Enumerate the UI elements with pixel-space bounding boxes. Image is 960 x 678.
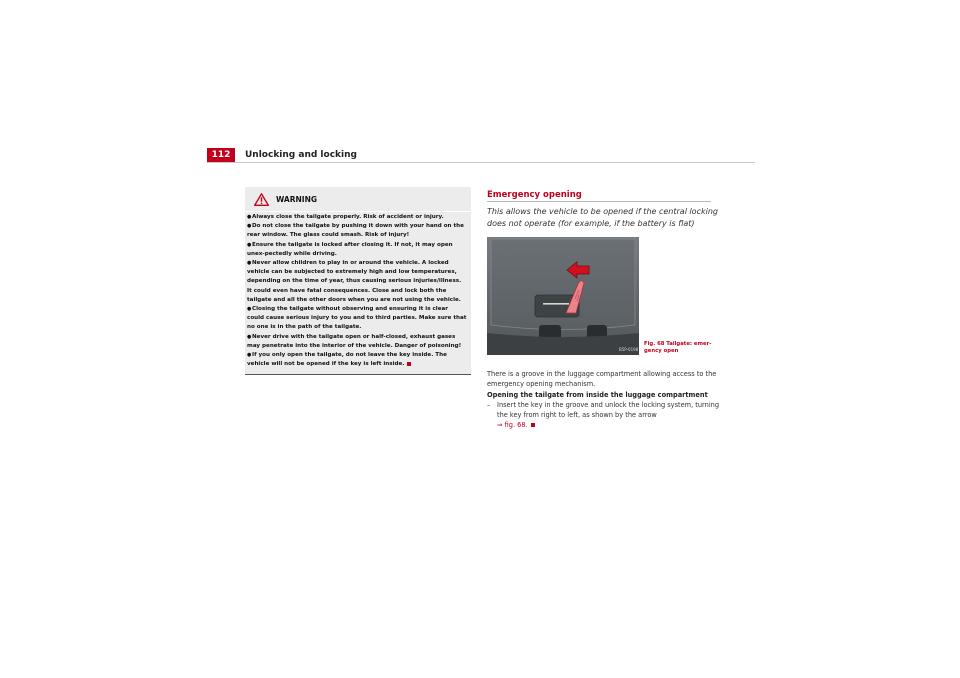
warning-title: WARNING [276, 195, 318, 204]
bullet-icon: ● [247, 260, 252, 267]
step-content [497, 400, 722, 430]
section-intro: This allows the vehicle to be opened if the central locking does not operate (for example, if the battery is flat) [487, 207, 718, 228]
warning-item: ●Always close the tailgate properly. Risk of accident or injury. [247, 213, 467, 222]
bullet-icon: ● [247, 306, 252, 313]
step-marker: – [487, 401, 491, 409]
figure-reference-link[interactable]: ⇒ fig. 68. [497, 421, 528, 429]
warning-triangle-icon [254, 193, 269, 206]
step-text: Insert the key in the groove and unlock the locking system, turning the key from right to left, as shown by the arrow [497, 401, 720, 419]
subheading: Opening the tailgate from inside the luggage compartment [487, 391, 708, 399]
warning-item: ●Closing the tailgate without observing and ensuring it is clear could cause serious injury to you and to third parties. Make sure that no one is in the path of the tailgate. [247, 306, 467, 331]
header-divider [207, 162, 755, 163]
warning-item: ●Never allow children to play in or around the vehicle. A locked vehicle can be subjected to extremely high and low temperatures, depending on the time of year, thus causing serious injuries/illness. It could even have fatal consequences. Close and lock both the tailgate and all the other doors when you are not using the vehicle. [247, 260, 462, 303]
bullet-icon: ● [247, 333, 252, 340]
bullet-icon: ● [247, 223, 252, 230]
instruction-step [487, 400, 722, 430]
warning-box [245, 187, 471, 375]
warning-header [245, 187, 471, 212]
tailgate-emergency-figure [487, 237, 639, 355]
body-paragraph: There is a groove in the luggage compartment allowing access to the emergency opening mechanism. [487, 370, 717, 388]
page-number: 112 [207, 148, 235, 163]
bullet-icon: ● [247, 241, 252, 248]
warning-list [245, 212, 471, 369]
end-mark-icon [407, 362, 411, 366]
warning-item: ●Ensure the tailgate is locked after closing it. If not, it may open unex-pectedly while driving. [247, 241, 453, 257]
figure-caption: Fig. 68 Tailgate: emer-gency open [644, 341, 712, 354]
section-body [487, 369, 722, 430]
bullet-icon: ● [247, 214, 252, 220]
warning-item: ●Never drive with the tailgate open or half-closed, exhaust gases may penetrate into the interior of the vehicle. Danger of poisoning! [247, 333, 462, 349]
section-divider [487, 201, 711, 202]
bullet-icon: ● [247, 352, 252, 359]
warning-item: ●Do not close the tailgate by pushing it down with your hand on the rear window. The glass could smash. Risk of injury! [247, 223, 464, 239]
end-mark-icon [531, 423, 535, 427]
page-header-title: Unlocking and locking [245, 150, 357, 160]
section-title: Emergency opening [487, 190, 582, 200]
warning-item: ●If you only open the tailgate, do not leave the key inside. The vehicle will not be opened if the key is left inside. [247, 352, 447, 368]
figure-code: B5P-0198 [619, 347, 639, 352]
